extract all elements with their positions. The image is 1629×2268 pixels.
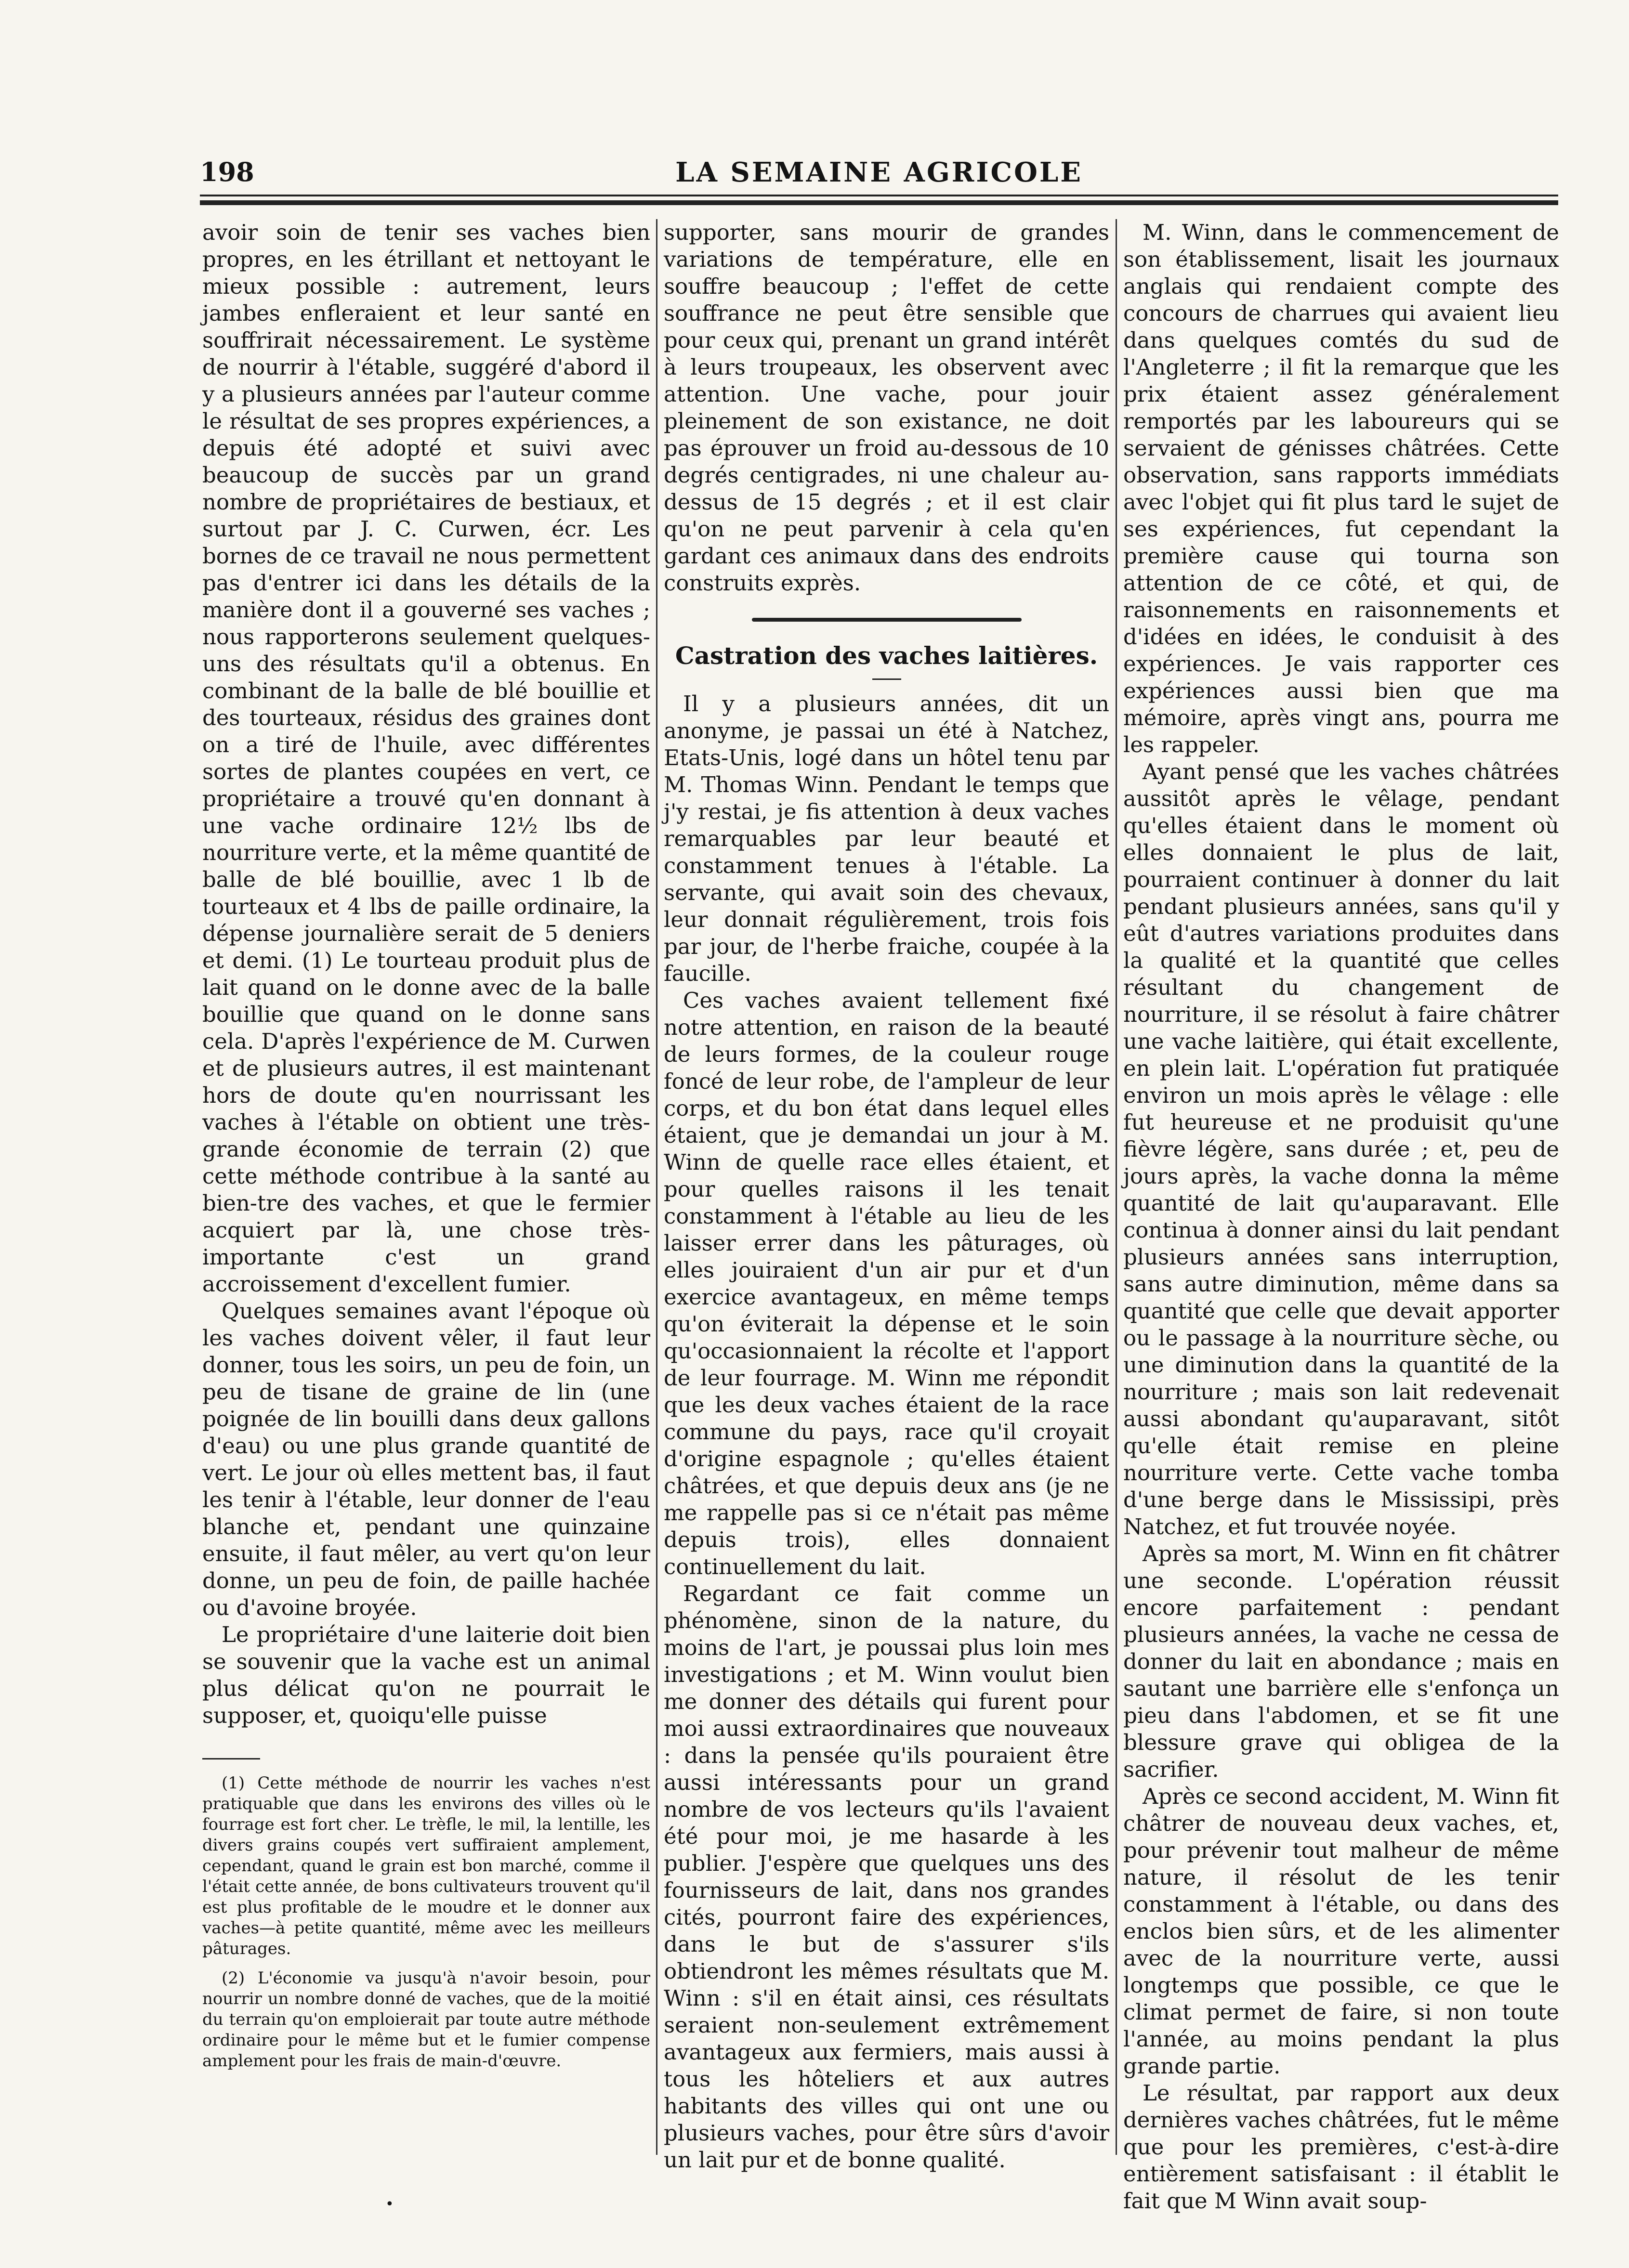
paragraph: Le propriétaire d'une laiterie doit bien se souvenir que la vache est un animal plus délicat qu'on ne pourrait le supposer, et, quoiqu'elle puisse [202,1622,650,1728]
section-separator [752,618,1022,622]
paragraph: Après sa mort, M. Winn en fit châtrer une seconde. L'opération réussit encore parfaitement : pendant plusieurs années, la vache ne cessa de donner du lait en abondance ; mais en sautant une barrière elle s'enfonça un pieu dans l'abdomen, et se fit une blessure grave qui obligea de la sacrifier. [1123,1541,1559,1782]
section-title: Castration des vaches laitières. [675,641,1098,670]
paragraph: Ayant pensé que les vaches châtrées aussitôt après le vêlage, pendant qu'elles étaient dans le moment où elles donnaient le plus de lait, pourraient continuer à donner du lait pendant plusieurs années, sans qu'il y eût d'autres variations produites dans la qualité et la quantité que celles résultant du changement de nourriture, il se résolut à faire châtrer une vache laitière, qui était excellente, en plein lait. L'opération fut pratiquée environ un mois après le vêlage : elle fut heureuse et ne produisit qu'une fièvre légère, sans durée ; et, peu de jours après, la vache donna la même quantité de lait qu'auparavant. Elle continua à donner ainsi du lait pendant plusieurs années sans interruption, sans autre diminution, même dans sa quantité que celle que devait apporter ou le passage à la nourriture sèche, ou une diminution dans la quantité de la nourriture ; mais son lait redevenait aussi abondant qu'auparavant, sitôt qu'elle était remise en pleine nourriture verte. Cette vache tomba d'une berge dans le Mississipi, près Natchez, et fut trouvée noyée. [1123,759,1559,1539]
page-number: 198 [200,156,254,187]
paragraph: Quelques semaines avant l'époque où les vaches doivent vêler, il faut leur donner, tous les soirs, un peu de foin, un peu de tisane de graine de lin (une poignée de lin bouilli dans deux gallons d'eau) ou une plus grande quantité de vert. Le jour où elles mettent bas, il faut les tenir à l'étable, leur donner de l'eau blanche et, pendant une quinzaine ensuite, il faut mêler, au vert qu'on leur donne, un peu de foin, de paille hachée ou d'avoine broyée. [202,1298,650,1620]
footnote-rule [202,1758,260,1760]
journal-title: LA SEMAINE AGRICOLE [675,156,1083,188]
footnote-2: (2) L'économie va jusqu'à n'avoir besoin, pour nourrir un nombre donné de vaches, que de la moitié du terrain qu'on emploierait par toute autre méthode ordinaire pour le même but et le fumier compense amplement pour les frais de main-d'œuvre. [202,1968,650,2071]
footnotes [202,1758,650,2072]
ink-dot: • [385,2196,394,2213]
title-dash [872,678,901,680]
paragraph: supporter, sans mourir de grandes variations de température, elle en souffre beaucoup ; l'effet de cette souffrance ne peut être sensible que pour ceux qui, prenant un grand intérêt à leurs troupeaux, les observent avec attention. Une vache, pour jouir pleinement de son existance, ne doit pas éprouver un froid au-dessous de 10 degrés centigrades, ni une chaleur au-dessus de 15 degrés ; et il est clair qu'on ne peut parvenir à cela qu'en gardant ces animaux dans des endroits construits exprès. [664,220,1109,596]
paragraph: Ces vaches avaient tellement fixé notre attention, en raison de la beauté de leurs formes, de la couleur rouge foncé de leur robe, de l'ampleur de leur corps, et du bon état dans lequel elles étaient, que je demandai un jour à M. Winn de quelle race elles étaient, et pour quelles raisons il les tenait constamment à l'étable au lieu de les laisser errer dans les pâturages, où elles jouiraient d'un air pur et d'un exercice avantageux, en même temps qu'on éviterait la dépense et le soin qu'occasionnaient la récolte et l'apport de leur fourrage. M. Winn me répondit que les deux vaches étaient de la race commune du pays, race qu'il croyait d'origine espagnole ; qu'elles étaient châtrées, et que depuis deux ans (je ne me rappelle pas si ce n'était pas même depuis trois), elles donnaient continuellement du lait. [664,988,1109,1579]
paragraph: Regardant ce fait comme un phénomène, sinon de la nature, du moins de l'art, je poussai plus loin mes investigations ; et M. Winn voulut bien me donner des détails qui furent pour moi aussi extraordinaires que nouveaux : dans la pensée qu'ils pouraient être aussi intéressants pour un grand nombre de vos lecteurs qu'ils l'avaient été pour moi, je me hasarde à les publier. J'espère que quelques uns des fournisseurs de lait, dans nos grandes cités, pourront faire des expériences, dans le but de s'assurer s'ils obtiendront les mêmes résultats que M. Winn : s'il en était ainsi, ces résultats seraient non-seulement extrêmement avantageux aux fermiers, mais aussi à tous les hôteliers et aux autres habitants des villes qui ont une ou plusieurs vaches, pour être sûrs d'avoir un lait pur et de bonne qualité. [664,1581,1109,2173]
column-divider-1 [656,219,657,2155]
page-header [200,156,1558,190]
header-rule-thick [200,200,1558,205]
paragraph: Le résultat, par rapport aux deux dernières vaches châtrées, fut le même que pour les premières, c'est-à-dire entièrement satisfaisant : il établit le fait que M Winn avait soup- [1123,2080,1559,2214]
paragraph: Après ce second accident, M. Winn fit châtrer de nouveau deux vaches, et, pour prévenir tout malheur de même nature, il résolut de les tenir constamment à l'étable, ou dans des enclos bien sûrs, et de les alimenter avec de la nourriture verte, aussi longtemps que possible, ce que le climat permet de faire, si non toute l'année, au moins pendant la plus grande partie. [1123,1784,1559,2079]
column-1 [202,219,650,2155]
column-3 [1123,219,1559,2214]
paragraph: M. Winn, dans le commencement de son établissement, lisait les journaux anglais qui rendaient compte des concours de charrues qui avaient lieu dans quelques comtés du sud de l'Angleterre ; il fit la remarque que les prix étaient assez généralement remportés par les laboureurs qui se servaient de génisses châtrées. Cette observation, sans rapports immédiats avec l'objet qui fit plus tard le sujet de ses expériences, fut cependant la première cause qui tourna son attention de ce côté, et qui, de raisonnements en raisonnements et d'idées en idées, le conduisit à des expériences. Je vais rapporter ces expériences aussi bien que ma mémoire, après vingt ans, pourra me les rappeler. [1123,220,1559,757]
footnote-1: (1) Cette méthode de nourrir les vaches n'est pratiquable que dans les environs des villes où le fourrage est fort cher. Le trèfle, le mil, la lentille, les divers grains coupés vert suffiraient amplement, cependant, quand le grain est bon marché, comme il l'était cette année, de bons cultivateurs trouvent qu'il est plus profitable de le moudre et le donner aux vaches—à petite quantité, même avec les meilleurs pâturages. [202,1773,650,1958]
paragraph: Il y a plusieurs années, dit un anonyme, je passai un été à Natchez, Etats-Unis, logé dans un hôtel tenu par M. Thomas Winn. Pendant le temps que j'y restai, je fis attention à deux vaches remarquables par leur beauté et constamment tenues à l'étable. La servante, qui avait soin des chevaux, leur donnait régulièrement, trois fois par jour, de l'herbe fraiche, coupée à la faucille. [664,691,1109,986]
paragraph: avoir soin de tenir ses vaches bien propres, en les étrillant et nettoyant le mieux possible : autrement, leurs jambes enfleraient et leur santé en souffrirait nécessairement. Le système de nourrir à l'étable, suggéré d'abord il y a plusieurs années par l'auteur comme le résultat de ses propres expériences, a depuis été adopté et suivi avec beaucoup de succès par un grand nombre de propriétaires de bestiaux, et surtout par J. C. Curwen, écr. Les bornes de ce travail ne nous permettent pas d'entrer ici dans les détails de la manière dont il a gouverné ses vaches ; nous rapporterons seulement quelques-uns des résultats qu'il a obtenus. En combinant de la balle de blé bouillie et des tourteaux, résidus des graines dont on a tiré de l'huile, avec différentes sortes de plantes coupées en vert, ce propriétaire a trouvé qu'en donnant à une vache ordinaire 12½ lbs de nourriture verte, et la même quantité de balle de blé bouillie, avec 1 lb de tourteaux et 4 lbs de paille ordinaire, la dépense journalière serait de 5 deniers et demi. (1) Le tourteau produit plus de lait quand on le donne avec de la balle bouillie que quand on le donne sans cela. D'après l'expérience de M. Curwen et de plusieurs autres, il est maintenant hors de doute qu'en nourrissant les vaches à l'étable on obtient une très-grande économie de terrain (2) que cette méthode contribue à la santé au bien-tre des vaches, et que le fermier acquiert par là, une chose très-importante c'est un grand accroissement d'excellent fumier. [202,220,650,1297]
column-2 [664,219,1109,2173]
header-rule-thin [200,195,1558,196]
column-divider-2 [1116,219,1117,2155]
